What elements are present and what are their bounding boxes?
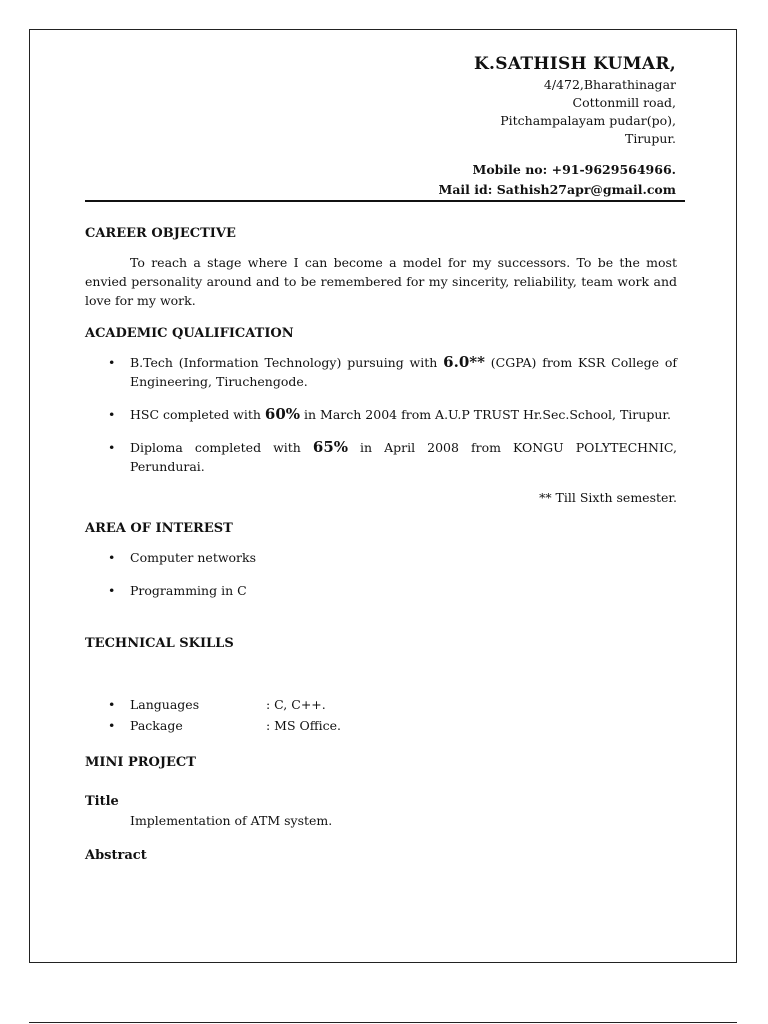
skill-key: Languages bbox=[130, 697, 200, 712]
academic-item-text: Diploma completed with bbox=[130, 440, 313, 455]
academic-item bbox=[130, 438, 677, 476]
resume-body bbox=[85, 226, 677, 867]
skill-item bbox=[130, 695, 677, 714]
skill-value: : C, C++. bbox=[266, 697, 326, 712]
next-page-edge bbox=[29, 1022, 737, 1023]
academic-item-text: (CGPA) from KSR College of Engineering, Tiruchengode. bbox=[130, 355, 677, 389]
address-line-4: Tirupur. bbox=[625, 131, 676, 146]
academic-list bbox=[85, 353, 677, 476]
skill-value: : MS Office. bbox=[266, 718, 342, 733]
interest-list bbox=[85, 548, 677, 600]
academic-score: 6.0** bbox=[443, 353, 485, 371]
mail-id: Mail id: Sathish27apr@gmail.com bbox=[438, 182, 676, 197]
academic-item bbox=[130, 405, 677, 424]
skill-key: Package bbox=[130, 718, 183, 733]
academic-footnote: ** Till Sixth semester. bbox=[539, 490, 677, 505]
technical-heading: TECHNICAL SKILLS bbox=[85, 636, 234, 651]
skill-item bbox=[130, 716, 677, 735]
academic-item-text: HSC completed with bbox=[130, 407, 265, 422]
academic-heading: ACADEMIC QUALIFICATION bbox=[85, 326, 294, 341]
career-objective-text: To reach a stage where I can become a model for my successors. To be the most envied personality around and to be remembered for my sincerity, reliability, team work and love for my work. bbox=[85, 255, 677, 308]
mobile-number: Mobile no: +91-9629564966. bbox=[472, 162, 676, 177]
career-objective-heading: CAREER OBJECTIVE bbox=[85, 226, 236, 241]
address-line-3: Pitchampalayam pudar(po), bbox=[500, 113, 676, 128]
interest-item: • Computer networks bbox=[130, 548, 677, 567]
resume-header bbox=[438, 54, 676, 200]
interest-item: • Programming in C bbox=[130, 581, 677, 600]
academic-item-text: in March 2004 from A.U.P TRUST Hr.Sec.School, Tirupur. bbox=[300, 407, 671, 422]
contact-block bbox=[438, 160, 676, 200]
candidate-name: K.SATHISH KUMAR, bbox=[473, 54, 676, 74]
academic-item bbox=[130, 353, 677, 391]
interest-heading: AREA OF INTEREST bbox=[85, 521, 233, 536]
project-abstract-label: Abstract bbox=[85, 848, 147, 863]
project-title-value: Implementation of ATM system. bbox=[130, 813, 333, 828]
academic-item-text: in April 2008 from KONGU POLYTECHNIC, Perundurai. bbox=[130, 440, 677, 474]
address-line-2: Cottonmill road, bbox=[572, 95, 676, 110]
resume-page bbox=[29, 29, 737, 963]
address-line-1: 4/472,Bharathinagar bbox=[543, 77, 676, 92]
academic-score: 60% bbox=[264, 405, 301, 423]
academic-item-text: B.Tech (Information Technology) pursuing with bbox=[130, 355, 444, 370]
academic-score: 65% bbox=[312, 438, 349, 456]
header-divider bbox=[85, 200, 685, 202]
technical-list bbox=[85, 695, 677, 735]
project-heading: MINI PROJECT bbox=[85, 755, 196, 770]
project-title-label: Title bbox=[85, 794, 119, 809]
